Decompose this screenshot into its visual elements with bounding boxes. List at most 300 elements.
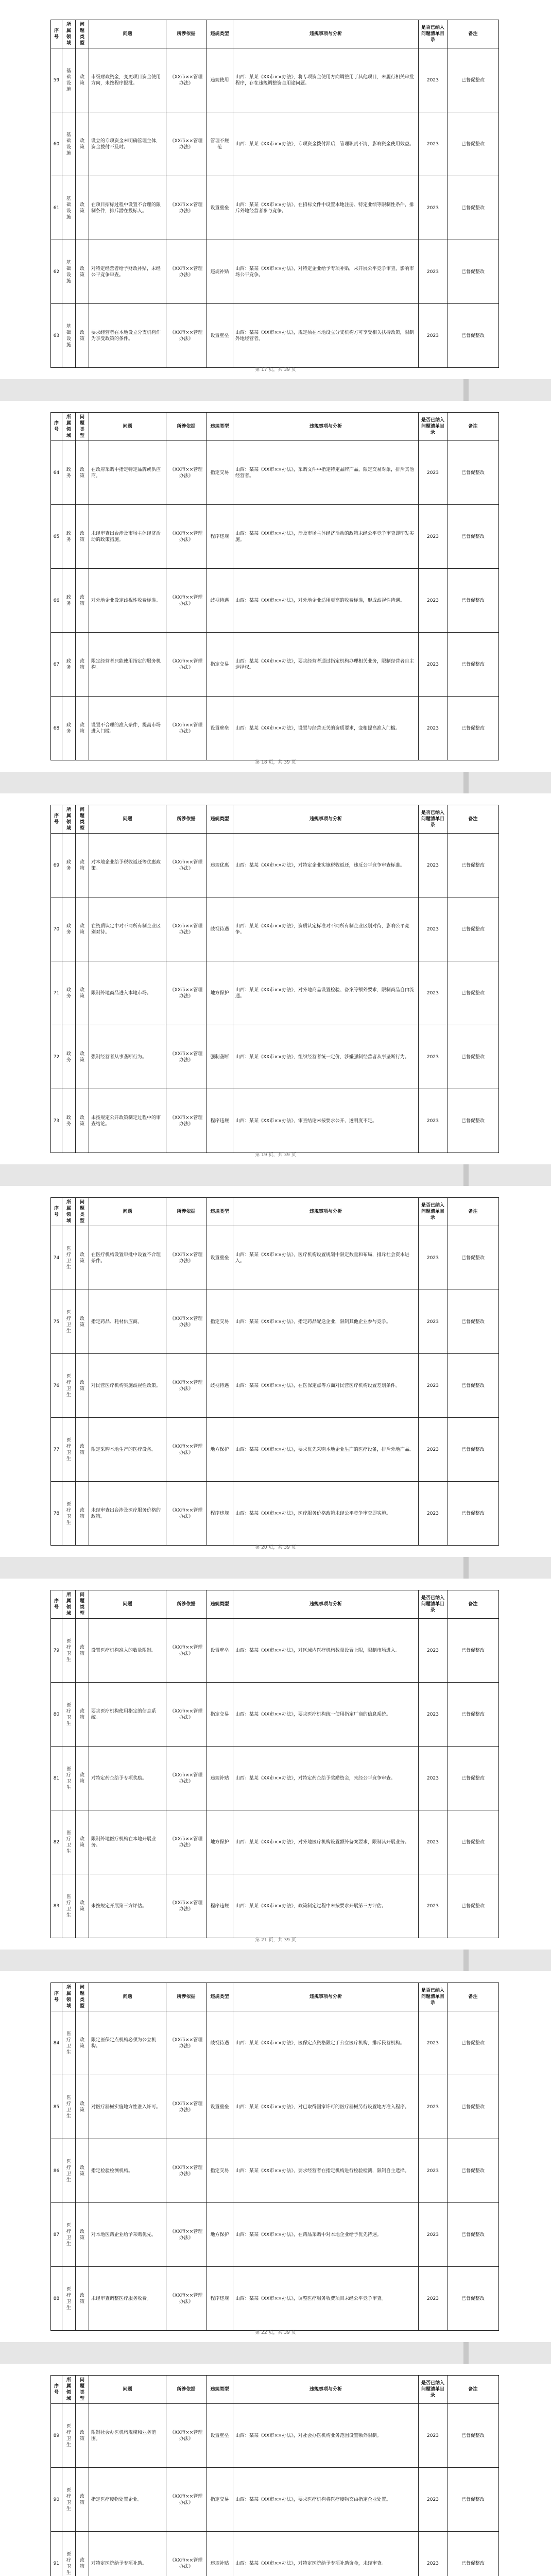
cell-issue: 在医疗机构设置审批中设置不合理条件。 <box>89 1226 166 1290</box>
cell-basis: 《XX市××管理办法》 <box>166 1874 206 1938</box>
cell-no: 65 <box>51 505 62 569</box>
cell-no: 83 <box>51 1874 62 1938</box>
cell-issue: 限制外地商品进入本地市场。 <box>89 961 166 1025</box>
page-footer: 第 18 页，共 39 页 <box>255 760 296 765</box>
cell-listed: 2023 <box>419 697 447 760</box>
cell-note: 已督促整改 <box>447 1418 499 1482</box>
column-header: 序号 <box>51 2376 62 2404</box>
cell-detail: 山西：某某《XX市××办法》，在药品采购中对本地企业给予优先待遇。 <box>233 2203 419 2267</box>
cell-field: 医疗卫生 <box>62 2532 76 2576</box>
cell-detail: 山西：某某《XX市××办法》，要求优先采购本地企业生产的医疗设备，排斥外地产品。 <box>233 1418 419 1482</box>
document-page <box>0 793 551 1164</box>
cell-no: 78 <box>51 1482 62 1546</box>
table-sheet <box>50 1590 498 1938</box>
table-row <box>51 834 499 897</box>
cell-no: 60 <box>51 112 62 176</box>
column-header: 所涉依据 <box>166 1983 206 2011</box>
cell-field: 政务 <box>62 961 76 1025</box>
issues-table <box>50 1982 499 2331</box>
cell-issue: 市级财政资金，变更项目资金使用方向，未按程序报批。 <box>89 48 166 112</box>
table-sheet <box>50 1197 498 1546</box>
cell-issue: 对外地企业设定歧视性收费标准。 <box>89 569 166 633</box>
column-header: 问题类型 <box>76 20 89 48</box>
cell-basis: 《XX市××管理办法》 <box>166 505 206 569</box>
cell-category: 设置壁垒 <box>206 304 233 368</box>
cell-listed: 2023 <box>419 2139 447 2203</box>
cell-basis: 《XX市××管理办法》 <box>166 2139 206 2203</box>
table-row <box>51 2267 499 2331</box>
table-row <box>51 961 499 1025</box>
cell-category: 违规补贴 <box>206 1747 233 1810</box>
issues-table <box>50 1197 499 1546</box>
cell-issue: 要求经营者在本地设立分支机构作为享受政策的条件。 <box>89 304 166 368</box>
table-row <box>51 2075 499 2139</box>
column-header: 违规类型 <box>206 20 233 48</box>
column-header: 违规事项与分析 <box>233 1983 419 2011</box>
cell-type: 政策 <box>76 505 89 569</box>
cell-listed: 2023 <box>419 1418 447 1482</box>
cell-listed: 2023 <box>419 2075 447 2139</box>
scroll-mark <box>463 379 469 401</box>
table-sheet <box>50 805 498 1153</box>
cell-listed: 2023 <box>419 2011 447 2075</box>
cell-listed: 2023 <box>419 1226 447 1290</box>
cell-field: 医疗卫生 <box>62 1810 76 1874</box>
cell-listed: 2023 <box>419 1747 447 1810</box>
cell-type: 政策 <box>76 1226 89 1290</box>
cell-issue: 对医疗器械实施地方性准入许可。 <box>89 2075 166 2139</box>
column-header: 违规类型 <box>206 805 233 834</box>
cell-no: 62 <box>51 240 62 304</box>
cell-note: 已督促整改 <box>447 834 499 897</box>
cell-basis: 《XX市××管理办法》 <box>166 1418 206 1482</box>
cell-note: 已督促整改 <box>447 697 499 760</box>
cell-no: 84 <box>51 2011 62 2075</box>
cell-issue: 指定医疗废物处置企业。 <box>89 2468 166 2532</box>
issues-table <box>50 2375 499 2576</box>
cell-field: 政务 <box>62 1025 76 1089</box>
table-row <box>51 1747 499 1810</box>
cell-type: 政策 <box>76 2203 89 2267</box>
table-row <box>51 1874 499 1938</box>
cell-no: 80 <box>51 1683 62 1747</box>
cell-category: 设置壁垒 <box>206 2404 233 2468</box>
cell-field: 医疗卫生 <box>62 1226 76 1290</box>
scroll-mark <box>463 1557 469 1579</box>
column-header: 所涉依据 <box>166 805 206 834</box>
cell-detail: 山西：某某《XX市××办法》，调整医疗服务收费项目未经公平竞争审查。 <box>233 2267 419 2331</box>
cell-issue: 限制外地医疗机构在本地开展业务。 <box>89 1810 166 1874</box>
cell-issue: 未经审查出台涉及市场主体经济活动的政策措施。 <box>89 505 166 569</box>
cell-issue: 限定采购本地生产的医疗设备。 <box>89 1418 166 1482</box>
issues-table <box>50 1590 499 1938</box>
cell-category: 指定交易 <box>206 1683 233 1747</box>
cell-listed: 2023 <box>419 1619 447 1683</box>
cell-note: 已督促整改 <box>447 2203 499 2267</box>
cell-note: 已督促整改 <box>447 1482 499 1546</box>
cell-type: 政策 <box>76 1354 89 1418</box>
cell-listed: 2023 <box>419 1089 447 1153</box>
cell-field: 医疗卫生 <box>62 2075 76 2139</box>
cell-detail: 山西：某某《XX市××办法》，要求医疗机构将医疗废物交由指定企业处置。 <box>233 2468 419 2532</box>
column-header: 所属领域 <box>62 2376 76 2404</box>
cell-basis: 《XX市××管理办法》 <box>166 961 206 1025</box>
cell-type: 政策 <box>76 1683 89 1747</box>
cell-field: 基础设施 <box>62 304 76 368</box>
cell-detail: 山西：某某《XX市××办法》，医疗服务价格政策未经公平竞争审查即实施。 <box>233 1482 419 1546</box>
cell-note: 已督促整改 <box>447 240 499 304</box>
column-header: 问题 <box>89 805 166 834</box>
cell-type: 政策 <box>76 441 89 505</box>
cell-category: 强制垄断 <box>206 1025 233 1089</box>
page-gap <box>0 1164 551 1186</box>
cell-listed: 2023 <box>419 961 447 1025</box>
cell-detail: 山西：某某《XX市××办法》，对社会办医机构业务范围设置额外限制。 <box>233 2404 419 2468</box>
cell-detail: 山西：某某《XX市××办法》，政策制定过程中未按要求开展第三方评估。 <box>233 1874 419 1938</box>
table-row <box>51 1418 499 1482</box>
cell-field: 政务 <box>62 569 76 633</box>
cell-issue: 要求医疗机构使用指定的信息系统。 <box>89 1683 166 1747</box>
column-header: 所涉依据 <box>166 413 206 441</box>
cell-no: 72 <box>51 1025 62 1089</box>
cell-basis: 《XX市××管理办法》 <box>166 240 206 304</box>
column-header: 违规事项与分析 <box>233 1590 419 1619</box>
cell-category: 违规补贴 <box>206 2532 233 2576</box>
cell-field: 政务 <box>62 897 76 961</box>
cell-category: 地方保护 <box>206 1418 233 1482</box>
cell-issue: 强制经营者从事垄断行为。 <box>89 1025 166 1089</box>
document-page <box>0 401 551 772</box>
cell-type: 政策 <box>76 176 89 240</box>
table-sheet <box>50 20 498 368</box>
cell-note: 已督促整改 <box>447 2075 499 2139</box>
cell-detail: 山西：某某《XX市××办法》，对外地医疗机构设置额外备案要求，限制其开展业务。 <box>233 1810 419 1874</box>
cell-listed: 2023 <box>419 834 447 897</box>
column-header: 序号 <box>51 1983 62 2011</box>
cell-issue: 未按规定开展第三方评估。 <box>89 1874 166 1938</box>
cell-category: 歧视待遇 <box>206 1354 233 1418</box>
table-row <box>51 1683 499 1747</box>
cell-detail: 山西：某某《XX市××办法》，采购文件中指定特定品牌产品，限定交易对象，排斥其他经营者。 <box>233 441 419 505</box>
issues-table <box>50 412 499 760</box>
page-gap <box>0 2342 551 2364</box>
cell-type: 政策 <box>76 1482 89 1546</box>
cell-detail: 山西：某某《XX市××办法》，对外地商品设置检验、备案等额外要求，限制商品自由流通。 <box>233 961 419 1025</box>
column-header: 问题 <box>89 2376 166 2404</box>
cell-issue: 对特定药企给予专项奖励。 <box>89 1747 166 1810</box>
cell-basis: 《XX市××管理办法》 <box>166 1482 206 1546</box>
column-header: 序号 <box>51 805 62 834</box>
table-row <box>51 697 499 760</box>
cell-issue: 设置不合理的准入条件，提高市场进入门槛。 <box>89 697 166 760</box>
cell-basis: 《XX市××管理办法》 <box>166 441 206 505</box>
cell-note: 已督促整改 <box>447 2468 499 2532</box>
cell-listed: 2023 <box>419 1354 447 1418</box>
table-row <box>51 569 499 633</box>
cell-detail: 山西：某某《XX市××办法》，要求经营者在指定机构进行检验检测，限制自主选择。 <box>233 2139 419 2203</box>
cell-category: 违规补贴 <box>206 240 233 304</box>
cell-note: 已督促整改 <box>447 48 499 112</box>
cell-field: 医疗卫生 <box>62 2203 76 2267</box>
cell-listed: 2023 <box>419 240 447 304</box>
table-header-row <box>51 1590 499 1619</box>
cell-listed: 2023 <box>419 569 447 633</box>
table-row <box>51 1619 499 1683</box>
cell-basis: 《XX市××管理办法》 <box>166 2075 206 2139</box>
cell-listed: 2023 <box>419 1810 447 1874</box>
table-header-row <box>51 20 499 48</box>
table-row <box>51 2203 499 2267</box>
page-footer: 第 21 页，共 39 页 <box>255 1938 296 1943</box>
cell-no: 76 <box>51 1354 62 1418</box>
table-row <box>51 2011 499 2075</box>
cell-issue: 对特定医院给予专项补助。 <box>89 2532 166 2576</box>
cell-field: 基础设施 <box>62 176 76 240</box>
column-header: 问题 <box>89 1198 166 1226</box>
column-header: 问题 <box>89 1983 166 2011</box>
cell-type: 政策 <box>76 834 89 897</box>
column-header: 问题类型 <box>76 413 89 441</box>
cell-note: 已督促整改 <box>447 2267 499 2331</box>
document-page <box>0 1186 551 1557</box>
cell-field: 政务 <box>62 441 76 505</box>
column-header: 是否已纳入问题清单目录 <box>419 805 447 834</box>
cell-no: 82 <box>51 1810 62 1874</box>
document-page <box>0 2364 551 2576</box>
cell-no: 87 <box>51 2203 62 2267</box>
table-row <box>51 505 499 569</box>
cell-basis: 《XX市××管理办法》 <box>166 2404 206 2468</box>
scroll-mark <box>463 1164 469 1186</box>
cell-detail: 山西：某某《XX市××办法》，医保定点资格限定于公立医疗机构，排斥民营机构。 <box>233 2011 419 2075</box>
cell-type: 政策 <box>76 1089 89 1153</box>
cell-type: 政策 <box>76 2075 89 2139</box>
cell-no: 67 <box>51 633 62 697</box>
cell-listed: 2023 <box>419 1482 447 1546</box>
cell-basis: 《XX市××管理办法》 <box>166 834 206 897</box>
cell-listed: 2023 <box>419 2532 447 2576</box>
cell-basis: 《XX市××管理办法》 <box>166 1290 206 1354</box>
cell-listed: 2023 <box>419 48 447 112</box>
cell-issue: 限定医保定点机构必须为公立机构。 <box>89 2011 166 2075</box>
cell-type: 政策 <box>76 1619 89 1683</box>
cell-listed: 2023 <box>419 2404 447 2468</box>
cell-detail: 山西：某某《XX市××办法》，医疗机构设置规划中限定数量和布局，排斥社会资本进入。 <box>233 1226 419 1290</box>
cell-no: 74 <box>51 1226 62 1290</box>
cell-type: 政策 <box>76 240 89 304</box>
cell-detail: 山西：某某《XX市××办法》，要求经营者通过指定机构办理相关业务，限制经营者自主选择权。 <box>233 633 419 697</box>
cell-listed: 2023 <box>419 1290 447 1354</box>
table-row <box>51 1354 499 1418</box>
cell-basis: 《XX市××管理办法》 <box>166 569 206 633</box>
cell-basis: 《XX市××管理办法》 <box>166 48 206 112</box>
column-header: 是否已纳入问题清单目录 <box>419 413 447 441</box>
cell-detail: 山西：某某《XX市××办法》，在医保定点等方面对民营医疗机构设置差别条件。 <box>233 1354 419 1418</box>
column-header: 问题 <box>89 20 166 48</box>
cell-basis: 《XX市××管理办法》 <box>166 1089 206 1153</box>
cell-issue: 设立的专项资金未明确管理主体，资金拨付不及时。 <box>89 112 166 176</box>
page-footer: 第 20 页，共 39 页 <box>255 1545 296 1550</box>
column-header: 序号 <box>51 1590 62 1619</box>
cell-listed: 2023 <box>419 304 447 368</box>
table-row <box>51 1482 499 1546</box>
column-header: 违规类型 <box>206 1983 233 2011</box>
column-header: 所属领域 <box>62 1983 76 2011</box>
cell-type: 政策 <box>76 1418 89 1482</box>
table-sheet <box>50 412 498 760</box>
cell-category: 歧视待遇 <box>206 897 233 961</box>
cell-no: 91 <box>51 2532 62 2576</box>
table-row <box>51 633 499 697</box>
column-header: 备注 <box>447 1983 499 2011</box>
cell-type: 政策 <box>76 697 89 760</box>
column-header: 是否已纳入问题清单目录 <box>419 1983 447 2011</box>
column-header: 备注 <box>447 20 499 48</box>
column-header: 问题类型 <box>76 1198 89 1226</box>
cell-no: 64 <box>51 441 62 505</box>
cell-field: 医疗卫生 <box>62 2011 76 2075</box>
cell-issue: 对特定经营者给予财政补贴，未经公平竞争审查。 <box>89 240 166 304</box>
column-header: 违规事项与分析 <box>233 20 419 48</box>
cell-issue: 限定经营者只能使用指定的服务机构。 <box>89 633 166 697</box>
table-row <box>51 897 499 961</box>
cell-note: 已督促整改 <box>447 176 499 240</box>
column-header: 所涉依据 <box>166 20 206 48</box>
document-page <box>0 1971 551 2342</box>
column-header: 违规类型 <box>206 1198 233 1226</box>
cell-listed: 2023 <box>419 441 447 505</box>
cell-listed: 2023 <box>419 2203 447 2267</box>
cell-category: 歧视待遇 <box>206 569 233 633</box>
table-row <box>51 1089 499 1153</box>
column-header: 问题类型 <box>76 1983 89 2011</box>
cell-note: 已督促整改 <box>447 2532 499 2576</box>
cell-type: 政策 <box>76 1747 89 1810</box>
cell-basis: 《XX市××管理办法》 <box>166 633 206 697</box>
column-header: 违规类型 <box>206 2376 233 2404</box>
cell-category: 歧视待遇 <box>206 2011 233 2075</box>
cell-note: 已督促整改 <box>447 2139 499 2203</box>
cell-listed: 2023 <box>419 897 447 961</box>
column-header: 备注 <box>447 413 499 441</box>
cell-field: 医疗卫生 <box>62 1418 76 1482</box>
cell-type: 政策 <box>76 2404 89 2468</box>
cell-note: 已督促整改 <box>447 112 499 176</box>
column-header: 违规类型 <box>206 413 233 441</box>
cell-category: 地方保护 <box>206 1810 233 1874</box>
cell-type: 政策 <box>76 112 89 176</box>
cell-no: 81 <box>51 1747 62 1810</box>
cell-no: 77 <box>51 1418 62 1482</box>
cell-note: 已督促整改 <box>447 1619 499 1683</box>
column-header: 问题 <box>89 1590 166 1619</box>
scroll-mark <box>463 772 469 793</box>
cell-no: 59 <box>51 48 62 112</box>
table-header-row <box>51 1983 499 2011</box>
cell-category: 设置壁垒 <box>206 176 233 240</box>
column-header: 违规类型 <box>206 1590 233 1619</box>
column-header: 备注 <box>447 2376 499 2404</box>
cell-no: 85 <box>51 2075 62 2139</box>
cell-field: 政务 <box>62 1089 76 1153</box>
cell-no: 70 <box>51 897 62 961</box>
cell-issue: 在政府采购中指定特定品牌或供应商。 <box>89 441 166 505</box>
cell-listed: 2023 <box>419 633 447 697</box>
column-header: 问题类型 <box>76 805 89 834</box>
cell-type: 政策 <box>76 1025 89 1089</box>
cell-no: 69 <box>51 834 62 897</box>
cell-detail: 山西：某某《XX市××办法》，对特定医院给予专项补助资金，未经审查。 <box>233 2532 419 2576</box>
cell-note: 已督促整改 <box>447 569 499 633</box>
table-sheet <box>50 1982 498 2331</box>
cell-issue: 设置医疗机构准入的数量限制。 <box>89 1619 166 1683</box>
column-header: 是否已纳入问题清单目录 <box>419 20 447 48</box>
cell-field: 医疗卫生 <box>62 1747 76 1810</box>
cell-category: 地方保护 <box>206 961 233 1025</box>
issues-table <box>50 20 499 368</box>
column-header: 问题类型 <box>76 1590 89 1619</box>
scroll-mark <box>463 2342 469 2364</box>
cell-category: 指定交易 <box>206 441 233 505</box>
cell-field: 医疗卫生 <box>62 2267 76 2331</box>
table-sheet <box>50 2375 498 2576</box>
column-header: 问题类型 <box>76 2376 89 2404</box>
cell-field: 政务 <box>62 697 76 760</box>
cell-type: 政策 <box>76 304 89 368</box>
cell-type: 政策 <box>76 2139 89 2203</box>
column-header: 违规事项与分析 <box>233 805 419 834</box>
cell-category: 指定交易 <box>206 2468 233 2532</box>
cell-field: 医疗卫生 <box>62 1354 76 1418</box>
cell-detail: 山西：某某《XX市××办法》，要求医疗机构统一使用指定厂商的信息系统。 <box>233 1683 419 1747</box>
cell-detail: 山西：某某《XX市××办法》，专项资金拨付滞后，管理职责不清，影响资金使用效益。 <box>233 112 419 176</box>
column-header: 所属领域 <box>62 805 76 834</box>
cell-issue: 在项目招标过程中设置不合理的限制条件，排斥潜在投标人。 <box>89 176 166 240</box>
cell-basis: 《XX市××管理办法》 <box>166 1025 206 1089</box>
cell-no: 90 <box>51 2468 62 2532</box>
cell-detail: 山西：某某《XX市××办法》，审查结论未按要求公开，透明度不足。 <box>233 1089 419 1153</box>
cell-detail: 山西：某某《XX市××办法》，组织经营者统一定价，涉嫌强制经营者从事垄断行为。 <box>233 1025 419 1089</box>
cell-category: 违规使用 <box>206 48 233 112</box>
cell-basis: 《XX市××管理办法》 <box>166 897 206 961</box>
cell-no: 66 <box>51 569 62 633</box>
document-page <box>0 1579 551 1950</box>
cell-category: 地方保护 <box>206 2203 233 2267</box>
cell-category: 管理不规范 <box>206 112 233 176</box>
cell-field: 基础设施 <box>62 48 76 112</box>
cell-detail: 山西：某某《XX市××办法》，对特定企业给予专项补贴，未开展公平竞争审查，影响市场公平竞争。 <box>233 240 419 304</box>
cell-category: 指定交易 <box>206 2139 233 2203</box>
cell-field: 医疗卫生 <box>62 1290 76 1354</box>
table-row <box>51 1290 499 1354</box>
cell-type: 政策 <box>76 2011 89 2075</box>
table-header-row <box>51 805 499 834</box>
cell-note: 已督促整改 <box>447 1747 499 1810</box>
column-header: 所属领域 <box>62 413 76 441</box>
cell-category: 程序违规 <box>206 505 233 569</box>
cell-no: 73 <box>51 1089 62 1153</box>
cell-issue: 对本地企业给予税收返还等优惠政策。 <box>89 834 166 897</box>
scroll-mark <box>463 1950 469 1971</box>
table-row <box>51 1810 499 1874</box>
cell-issue: 未经审查出台涉及医疗服务价格的政策。 <box>89 1482 166 1546</box>
document-page <box>0 8 551 379</box>
cell-basis: 《XX市××管理办法》 <box>166 697 206 760</box>
column-header: 备注 <box>447 805 499 834</box>
cell-category: 程序违规 <box>206 1482 233 1546</box>
cell-category: 程序违规 <box>206 1874 233 1938</box>
cell-detail: 山西：某某《XX市××办法》，对特定药企给予奖励资金，未经公平竞争审查。 <box>233 1747 419 1810</box>
